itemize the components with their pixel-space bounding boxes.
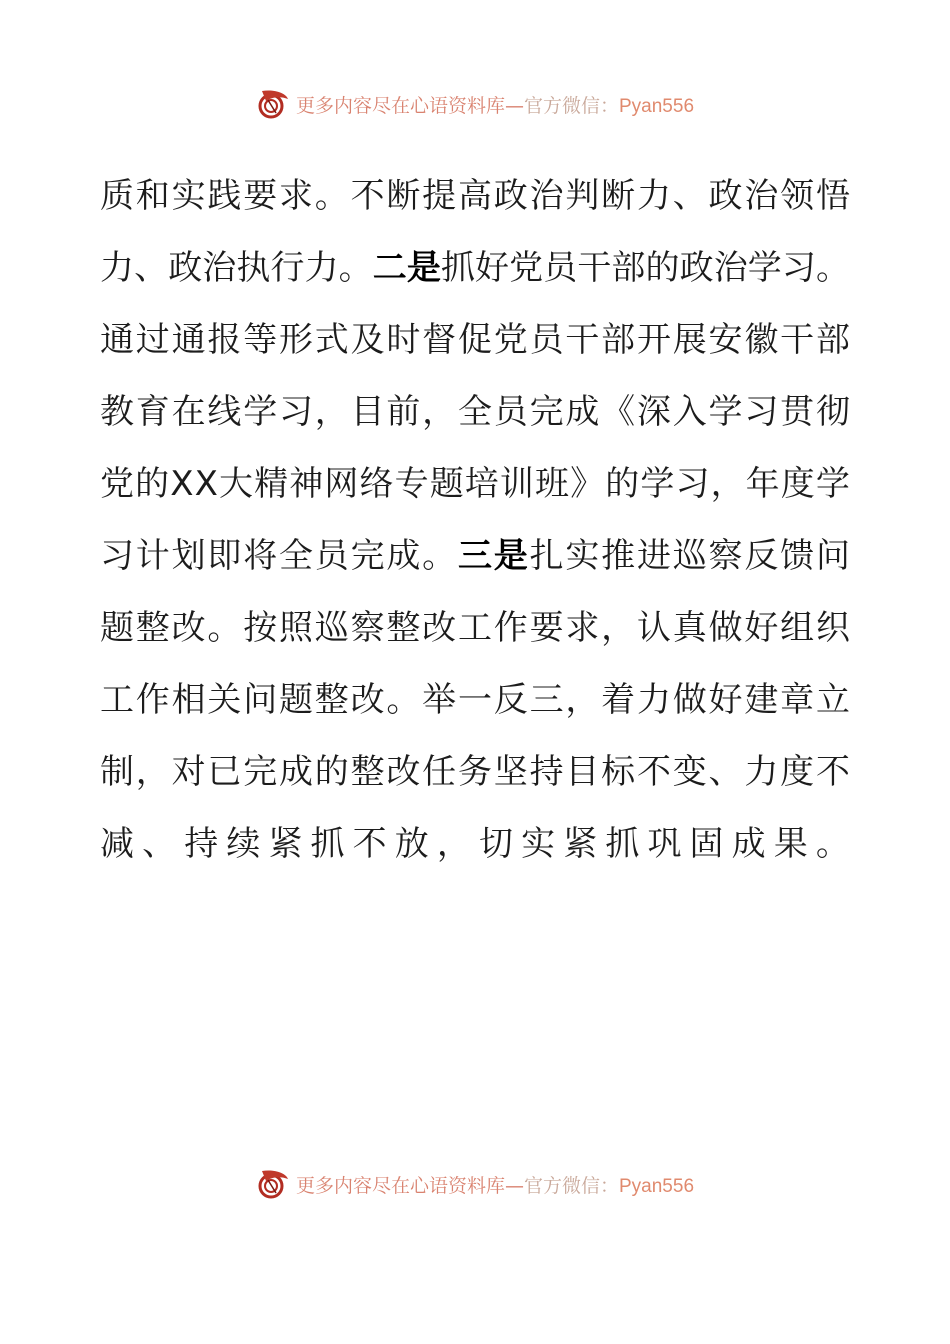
text-char: 坚 — [493, 752, 528, 792]
header-official: 官方微信： — [523, 94, 619, 117]
text-char: 。 — [815, 248, 850, 288]
text-char: 的 — [314, 752, 349, 792]
text-char: 育 — [135, 392, 170, 432]
text-char: 悟 — [815, 176, 850, 216]
text-char: 变 — [672, 752, 707, 792]
text-char: 的 — [645, 248, 680, 288]
text-char: 要 — [243, 176, 278, 216]
text-char: 不 — [352, 824, 387, 864]
text-char: 全 — [457, 392, 492, 432]
text-char: 精 — [254, 464, 289, 504]
text-char: X — [170, 464, 194, 504]
text-char: 徽 — [744, 320, 779, 360]
text-char: 不 — [815, 752, 850, 792]
text-char: 学 — [747, 248, 782, 288]
text-char: 减 — [100, 824, 134, 864]
text-char: 目 — [350, 392, 385, 432]
text-char: 年 — [745, 464, 780, 504]
text-char: 政 — [168, 248, 203, 288]
text-char: 力 — [636, 680, 671, 720]
text-char: 巩 — [647, 824, 682, 864]
text-char: 治 — [202, 248, 237, 288]
text-char: 网 — [324, 464, 359, 504]
text-char: 好 — [744, 608, 779, 648]
text-char: 一 — [457, 680, 492, 720]
paragraph-line — [100, 520, 850, 592]
text-char: 党 — [100, 464, 134, 504]
text-char: 好 — [708, 680, 743, 720]
text-char: 促 — [457, 320, 492, 360]
text-char: 求 — [565, 608, 600, 648]
text-char: 织 — [815, 608, 850, 648]
document-body — [100, 160, 850, 880]
text-char: 习 — [278, 392, 313, 432]
text-char: 推 — [601, 536, 636, 576]
text-char: 前 — [386, 392, 421, 432]
text-char: 紧 — [268, 824, 303, 864]
text-char: 班 — [535, 464, 570, 504]
text-char: 。 — [422, 536, 457, 576]
header-brand: 更多内容尽在心语资料库 — [295, 94, 505, 117]
text-char: 学 — [708, 392, 743, 432]
text-char: 持 — [529, 752, 564, 792]
text-char: 党 — [493, 320, 528, 360]
text-char: 党 — [509, 248, 544, 288]
text-char: 络 — [359, 464, 394, 504]
text-char: 员 — [529, 320, 564, 360]
text-char: 成 — [278, 752, 313, 792]
text-char: 通 — [100, 320, 134, 360]
text-char: 政 — [708, 176, 743, 216]
text-char: 员 — [493, 392, 528, 432]
text-char: 将 — [243, 536, 278, 576]
text-char: 干 — [780, 320, 815, 360]
text-char: 深 — [636, 392, 671, 432]
paragraph-line — [100, 736, 850, 808]
text-char: 立 — [815, 680, 850, 720]
text-char: 划 — [171, 536, 206, 576]
text-char: 。 — [815, 824, 850, 864]
text-char: 问 — [243, 680, 278, 720]
text-char: 专 — [394, 464, 429, 504]
text-char: 训 — [499, 464, 534, 504]
text-char: 、 — [134, 248, 169, 288]
text-char: 成 — [386, 536, 421, 576]
text-char: 照 — [278, 608, 313, 648]
text-char: 续 — [226, 824, 261, 864]
text-char: 报 — [207, 320, 242, 360]
text-char: 神 — [289, 464, 324, 504]
text-char: 馈 — [780, 536, 815, 576]
text-char: 扎 — [529, 536, 564, 576]
text-char: 执 — [236, 248, 271, 288]
emphasis-char: 是 — [406, 248, 441, 288]
quill-logo-icon — [256, 1167, 290, 1201]
text-char: 治 — [744, 176, 779, 216]
text-char: 度 — [780, 464, 815, 504]
text-char: 察 — [708, 536, 743, 576]
paragraph-line — [100, 592, 850, 664]
text-char: ， — [601, 608, 636, 648]
text-char: 三 — [529, 680, 564, 720]
text-char: 行 — [270, 248, 305, 288]
text-char: 《 — [601, 392, 636, 432]
text-char: ， — [565, 680, 600, 720]
text-char: 着 — [601, 680, 636, 720]
paragraph-line — [100, 448, 850, 520]
header-banner — [0, 82, 950, 126]
text-char: 》 — [570, 464, 605, 504]
text-char: ， — [314, 392, 349, 432]
paragraph-line — [100, 376, 850, 448]
text-char: 工 — [100, 680, 134, 720]
text-char: 巡 — [672, 536, 707, 576]
text-char: 干 — [565, 320, 600, 360]
text-char: ， — [135, 752, 170, 792]
text-char: 成 — [565, 392, 600, 432]
text-char: 力 — [100, 248, 134, 288]
text-char: 践 — [207, 176, 242, 216]
text-char: 过 — [135, 320, 170, 360]
text-char: 持 — [184, 824, 219, 864]
quill-logo-icon — [256, 87, 290, 121]
text-char: 贯 — [780, 392, 815, 432]
text-char: 章 — [780, 680, 815, 720]
text-char: 判 — [565, 176, 600, 216]
text-char: 线 — [207, 392, 242, 432]
text-char: 整 — [135, 608, 170, 648]
text-char: 安 — [708, 320, 743, 360]
text-char: 即 — [207, 536, 242, 576]
text-char: 实 — [565, 536, 600, 576]
text-char: 度 — [780, 752, 815, 792]
text-char: 政 — [679, 248, 714, 288]
text-char: 高 — [457, 176, 492, 216]
text-char: 做 — [672, 680, 707, 720]
text-char: 题 — [278, 680, 313, 720]
text-char: 务 — [457, 752, 492, 792]
text-char: 培 — [464, 464, 499, 504]
text-char: 整 — [350, 752, 385, 792]
text-char: 认 — [636, 608, 671, 648]
text-char: 察 — [350, 608, 385, 648]
text-char: 、 — [708, 752, 743, 792]
text-char: 放 — [394, 824, 429, 864]
header-code: Pyan556 — [619, 95, 695, 117]
text-char: 干 — [577, 248, 612, 288]
text-char: 习 — [675, 464, 710, 504]
text-char: 治 — [529, 176, 564, 216]
text-char: 等 — [243, 320, 278, 360]
text-char: 建 — [744, 680, 779, 720]
text-char: 政 — [493, 176, 528, 216]
text-char: 督 — [422, 320, 457, 360]
text-char: 学 — [815, 464, 850, 504]
text-char: 、 — [142, 824, 177, 864]
text-char: 。 — [338, 248, 373, 288]
text-char: 和 — [135, 176, 170, 216]
text-char: 入 — [672, 392, 707, 432]
text-char: 改 — [386, 752, 421, 792]
text-char: 关 — [207, 680, 242, 720]
text-char: 抓 — [440, 248, 475, 288]
text-char: 反 — [493, 680, 528, 720]
emphasis-char: 三 — [457, 536, 492, 576]
text-char: 习 — [100, 536, 134, 576]
text-char: 通 — [171, 320, 206, 360]
text-char: 制 — [100, 752, 134, 792]
text-char: ， — [710, 464, 745, 504]
text-char: 开 — [636, 320, 671, 360]
text-char: 及 — [350, 320, 385, 360]
text-char: 任 — [422, 752, 457, 792]
text-char: 完 — [243, 752, 278, 792]
text-char: 教 — [100, 392, 134, 432]
footer-code: Pyan556 — [619, 1175, 695, 1197]
text-char: 好 — [475, 248, 510, 288]
text-char: 固 — [689, 824, 724, 864]
text-char: 不 — [636, 752, 671, 792]
footer-dash: — — [504, 1174, 524, 1197]
paragraph-line — [100, 304, 850, 376]
text-char: 领 — [780, 176, 815, 216]
text-char: 不 — [350, 176, 385, 216]
text-char: 抓 — [310, 824, 345, 864]
text-char: 进 — [636, 536, 671, 576]
paragraph-line — [100, 664, 850, 736]
text-char: 展 — [672, 320, 707, 360]
text-char: X — [194, 464, 218, 504]
emphasis-char: 二 — [372, 248, 407, 288]
text-char: 求 — [278, 176, 313, 216]
paragraph-line — [100, 232, 850, 304]
text-char: 学 — [243, 392, 278, 432]
text-char: 做 — [708, 608, 743, 648]
text-char: 力 — [636, 176, 671, 216]
text-char: 题 — [100, 608, 134, 648]
text-char: 真 — [672, 608, 707, 648]
text-char: 在 — [171, 392, 206, 432]
text-char: 相 — [171, 680, 206, 720]
text-char: 时 — [386, 320, 421, 360]
footer-banner-text — [296, 1171, 694, 1198]
text-char: 学 — [640, 464, 675, 504]
text-char: 组 — [780, 608, 815, 648]
text-char: 改 — [422, 608, 457, 648]
footer-brand: 更多内容尽在心语资料库 — [295, 1174, 505, 1197]
text-char: 力 — [744, 752, 779, 792]
text-char: 果 — [773, 824, 808, 864]
text-char: 按 — [243, 608, 278, 648]
text-char: 整 — [314, 680, 349, 720]
header-dash: — — [504, 94, 524, 117]
text-char: 力 — [304, 248, 339, 288]
text-char: 对 — [171, 752, 206, 792]
text-char: 员 — [314, 536, 349, 576]
text-char: 。 — [207, 608, 242, 648]
text-char: 成 — [731, 824, 766, 864]
text-char: 质 — [100, 176, 134, 216]
paragraph-line — [100, 160, 850, 232]
text-char: 完 — [529, 392, 564, 432]
text-char: 。 — [314, 176, 349, 216]
text-char: 标 — [601, 752, 636, 792]
text-char: 已 — [207, 752, 242, 792]
text-char: 断 — [386, 176, 421, 216]
text-char: 作 — [493, 608, 528, 648]
text-char: 的 — [605, 464, 640, 504]
text-char: 部 — [601, 320, 636, 360]
text-char: 作 — [135, 680, 170, 720]
paragraph-line — [100, 808, 850, 880]
emphasis-char: 是 — [493, 536, 528, 576]
text-char: 反 — [744, 536, 779, 576]
text-char: 题 — [429, 464, 464, 504]
text-char: 完 — [350, 536, 385, 576]
text-char: 断 — [601, 176, 636, 216]
text-char: 部 — [611, 248, 646, 288]
text-char: 习 — [781, 248, 816, 288]
text-char: 改 — [350, 680, 385, 720]
text-char: 彻 — [815, 392, 850, 432]
text-char: 习 — [744, 392, 779, 432]
header-banner-text — [296, 91, 694, 118]
text-char: 大 — [219, 464, 254, 504]
text-char: 、 — [672, 176, 707, 216]
text-char: 式 — [314, 320, 349, 360]
text-char: 切 — [478, 824, 513, 864]
text-char: 抓 — [605, 824, 640, 864]
text-char: 员 — [543, 248, 578, 288]
text-char: 紧 — [563, 824, 598, 864]
text-char: 问 — [815, 536, 850, 576]
text-char: ， — [436, 824, 471, 864]
text-char: 目 — [565, 752, 600, 792]
text-char: 实 — [171, 176, 206, 216]
text-char: 形 — [278, 320, 313, 360]
text-char: 。 — [386, 680, 421, 720]
text-char: 工 — [457, 608, 492, 648]
text-char: 举 — [422, 680, 457, 720]
text-char: 的 — [135, 464, 170, 504]
text-char: 治 — [713, 248, 748, 288]
text-char: 计 — [135, 536, 170, 576]
footer-official: 官方微信： — [523, 1174, 619, 1197]
text-char: 部 — [815, 320, 850, 360]
text-char: 实 — [521, 824, 556, 864]
text-char: 要 — [529, 608, 564, 648]
text-char: 全 — [278, 536, 313, 576]
text-char: 提 — [422, 176, 457, 216]
text-char: 巡 — [314, 608, 349, 648]
footer-banner — [0, 1162, 950, 1206]
text-char: 整 — [386, 608, 421, 648]
text-char: 改 — [171, 608, 206, 648]
text-char: ， — [422, 392, 457, 432]
